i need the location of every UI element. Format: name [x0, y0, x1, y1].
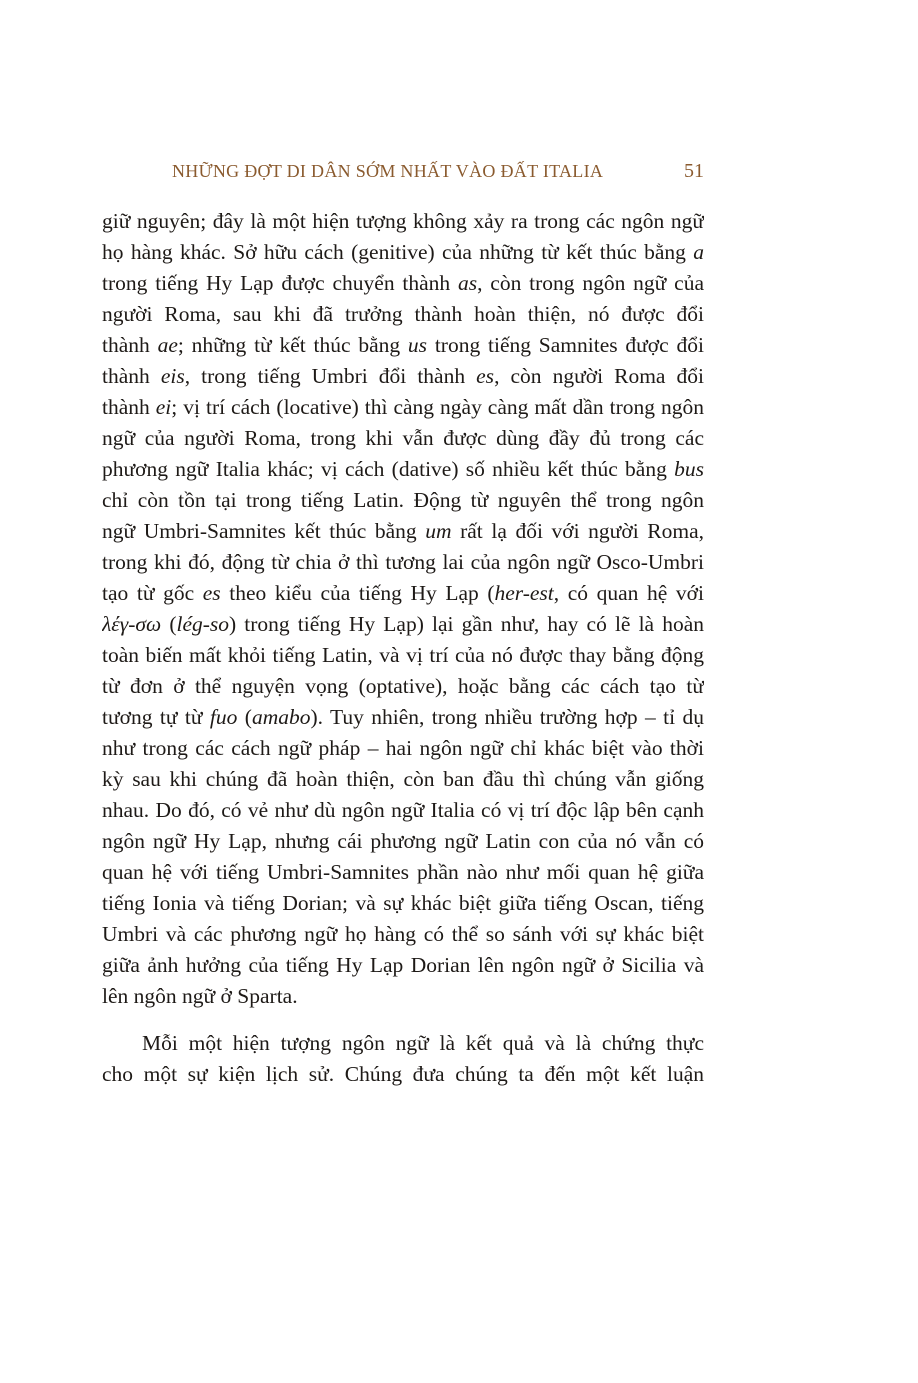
text-run: lên ngôn ngữ ở Sparta.	[102, 984, 298, 1008]
text-run: trong tiếng Samnites được đổi	[427, 333, 704, 357]
text-line	[102, 237, 704, 268]
text-run: ngôn ngữ Hy Lạp, nhưng cái phương ngữ Latin con của nó vẫn có	[102, 829, 704, 853]
italic-term: bus	[674, 457, 704, 481]
text-run: Mỗi một hiện tượng ngôn ngữ là kết quả và là chứng thực	[142, 1031, 704, 1055]
italic-term: eis	[160, 364, 185, 388]
text-run: rất lạ đối với người Roma,	[451, 519, 704, 543]
text-run: , có quan hệ với	[553, 581, 704, 605]
text-run: tiếng Ionia và tiếng Dorian; và sự khác biệt giữa tiếng Oscan, tiếng	[102, 891, 704, 915]
paragraph	[102, 1028, 704, 1090]
text-line	[102, 547, 704, 578]
text-run: ngữ Umbri-Samnites kết thúc bằng	[102, 519, 426, 543]
text-run: người Roma, sau khi đã trưởng thành hoàn thiện, nó được đổi	[102, 302, 704, 326]
italic-term: ae	[157, 333, 178, 357]
text-run: theo kiểu của tiếng Hy Lạp (	[220, 581, 495, 605]
text-line	[102, 609, 704, 640]
text-run: thành	[102, 395, 156, 419]
text-line	[102, 671, 704, 702]
text-line	[102, 330, 704, 361]
text-run: (	[161, 612, 177, 636]
text-run: giữa ảnh hưởng của tiếng Hy Lạp Dorian lên ngôn ngữ ở Sicilia và	[102, 953, 704, 977]
text-line	[102, 919, 704, 950]
paragraph-gap	[102, 1012, 704, 1028]
text-line	[102, 206, 704, 237]
text-run: chỉ còn tồn tại trong tiếng Latin. Động từ nguyên thể trong ngôn	[102, 488, 704, 512]
text-line	[102, 640, 704, 671]
italic-term: amabo	[251, 705, 311, 729]
text-line	[102, 454, 704, 485]
text-run: từ đơn ở thể nguyện vọng (optative), hoặc bằng các cách tạo từ	[102, 674, 704, 698]
text-run: tạo từ gốc	[102, 581, 203, 605]
text-line	[102, 392, 704, 423]
text-line	[102, 888, 704, 919]
text-line	[102, 1028, 704, 1059]
italic-term: as	[457, 271, 478, 295]
text-line	[102, 1059, 704, 1090]
text-run: phương ngữ Italia khác; vị cách (dative) số nhiều kết thúc bằng	[102, 457, 675, 481]
text-line	[102, 733, 704, 764]
text-run: ; những từ kết thúc bằng	[177, 333, 408, 357]
text-line	[102, 268, 704, 299]
text-run: thành	[102, 333, 158, 357]
text-run: quan hệ với tiếng Umbri-Samnites phần nào như mối quan hệ giữa	[102, 860, 704, 884]
text-run: trong tiếng Hy Lạp được chuyển thành	[102, 271, 458, 295]
text-run: , còn người Roma đổi	[494, 364, 704, 388]
text-line	[102, 826, 704, 857]
paragraph	[102, 206, 704, 1012]
text-line	[102, 516, 704, 547]
text-run: ). Tuy nhiên, trong nhiều trường hợp – tỉ dụ	[310, 705, 704, 729]
italic-term: es	[476, 364, 495, 388]
italic-term: um	[425, 519, 452, 543]
text-line	[102, 857, 704, 888]
italic-term: es	[202, 581, 221, 605]
text-line	[102, 299, 704, 330]
text-line	[102, 950, 704, 981]
italic-term: ei	[155, 395, 172, 419]
text-run: ; vị trí cách (locative) thì càng ngày càng mất dần trong ngôn	[171, 395, 704, 419]
text-line	[102, 485, 704, 516]
text-line	[102, 361, 704, 392]
body-text	[102, 206, 704, 1090]
text-run: Umbri và các phương ngữ họ hàng có thể so sánh với sự khác biệt	[102, 922, 704, 946]
text-line	[102, 423, 704, 454]
italic-term: a	[693, 240, 704, 264]
text-line	[102, 981, 704, 1012]
text-run: cho một sự kiện lịch sử. Chúng đưa chúng ta đến một kết luận	[102, 1062, 704, 1086]
text-run: ngữ của người Roma, trong khi vẫn được dùng đầy đủ trong các	[102, 426, 704, 450]
text-run: kỳ sau khi chúng đã hoàn thiện, còn ban đầu thì chúng vẫn giống	[102, 767, 704, 791]
text-line	[102, 795, 704, 826]
italic-term: lég-so	[176, 612, 230, 636]
italic-term: us	[407, 333, 428, 357]
text-run: , còn trong ngôn ngữ của	[477, 271, 704, 295]
text-run: (	[237, 705, 252, 729]
italic-term: fuo	[209, 705, 238, 729]
text-run: thành	[102, 364, 161, 388]
text-line	[102, 702, 704, 733]
running-title: NHỮNG ĐỢT DI DÂN SỚM NHẤT VÀO ĐẤT ITALIA	[172, 161, 604, 181]
text-line	[102, 578, 704, 609]
text-run: trong khi đó, động từ chia ở thì tương lai của ngôn ngữ Osco-Umbri	[102, 550, 704, 574]
text-run: họ hàng khác. Sở hữu cách (genitive) của những từ kết thúc bằng	[102, 240, 694, 264]
text-run: nhau. Do đó, có vẻ như dù ngôn ngữ Italia có vị trí độc lập bên cạnh	[102, 798, 704, 822]
running-header	[100, 161, 704, 189]
page-number: 51	[684, 160, 704, 182]
text-run: tương tự từ	[102, 705, 210, 729]
text-run: như trong các cách ngữ pháp – hai ngôn ngữ chỉ khác biệt vào thời	[102, 736, 704, 760]
italic-term: her-est	[494, 581, 554, 605]
text-line	[102, 764, 704, 795]
text-run: toàn biến mất khỏi tiếng Latin, và vị trí của nó được thay bằng động	[102, 643, 704, 667]
italic-term: λέγ-σω	[102, 612, 162, 636]
text-run: giữ nguyên; đây là một hiện tượng không xảy ra trong các ngôn ngữ	[102, 209, 704, 233]
text-run: , trong tiếng Umbri đổi thành	[184, 364, 477, 388]
text-run: ) trong tiếng Hy Lạp) lại gần như, hay có lẽ là hoàn	[229, 612, 704, 636]
